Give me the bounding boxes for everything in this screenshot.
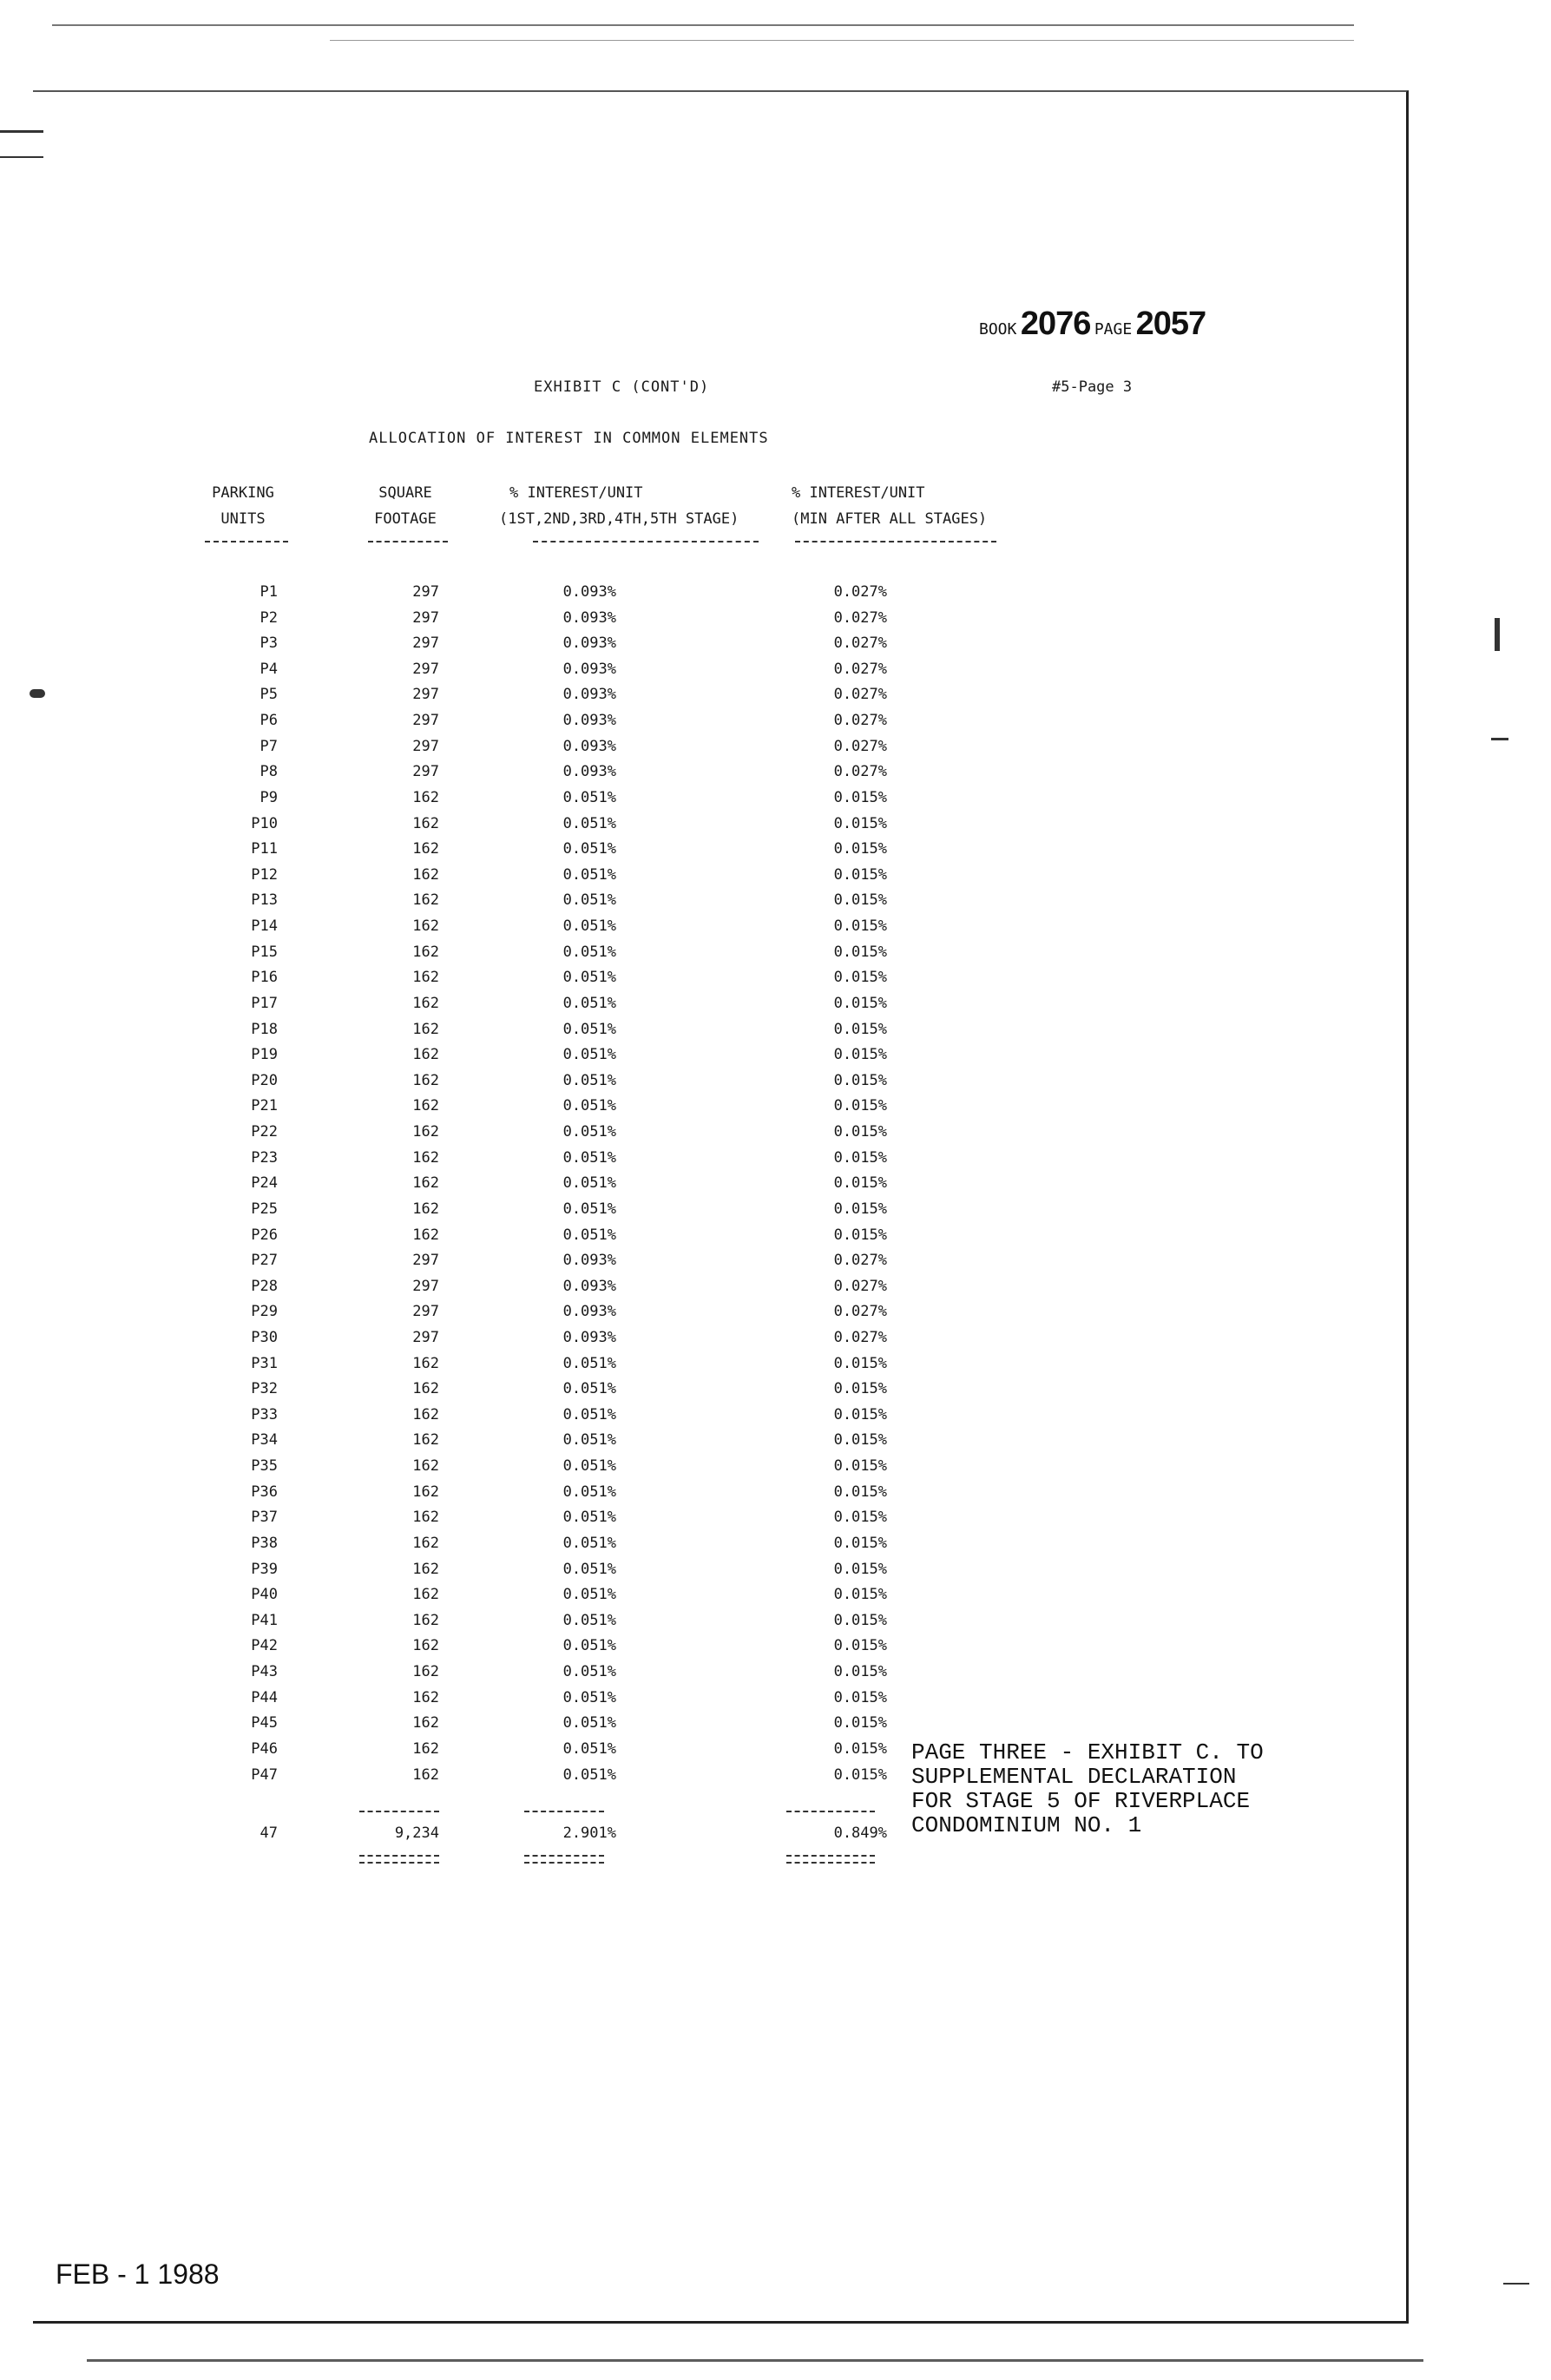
parking-unit: P13 <box>251 891 278 910</box>
square-footage: 162 <box>412 840 439 858</box>
table-row <box>0 1457 1551 1483</box>
parking-unit: P23 <box>251 1148 278 1167</box>
interest-stage: 0.051% <box>562 814 616 832</box>
interest-stage: 0.051% <box>562 1457 616 1476</box>
interest-min: 0.015% <box>833 994 887 1012</box>
square-footage: 162 <box>412 1123 439 1141</box>
table-row <box>0 866 1551 892</box>
interest-min: 0.027% <box>833 583 887 601</box>
square-footage: 297 <box>412 686 439 704</box>
table-row <box>0 738 1551 764</box>
interest-min: 0.015% <box>833 865 887 884</box>
interest-stage: 0.051% <box>562 1226 616 1244</box>
table-row <box>0 712 1551 738</box>
column-header-parking-units: PARKING UNITS <box>212 484 274 528</box>
scan-edge-line <box>52 24 1354 26</box>
square-footage: 162 <box>412 865 439 884</box>
square-footage: 162 <box>412 1483 439 1501</box>
table-row <box>0 1714 1551 1740</box>
parking-unit: P8 <box>260 763 278 781</box>
header-underline <box>205 541 288 542</box>
square-footage: 162 <box>412 943 439 961</box>
interest-stage: 0.051% <box>562 994 616 1012</box>
interest-min: 0.015% <box>833 1148 887 1167</box>
interest-stage: 0.051% <box>562 1431 616 1450</box>
table-row <box>0 1483 1551 1509</box>
square-footage: 162 <box>412 1714 439 1732</box>
interest-min: 0.015% <box>833 1586 887 1604</box>
parking-unit: P9 <box>260 788 278 806</box>
table-row <box>0 1689 1551 1715</box>
interest-min: 0.015% <box>833 1046 887 1064</box>
total-rule <box>786 1811 875 1812</box>
parking-unit: P4 <box>260 660 278 678</box>
parking-unit: P15 <box>251 943 278 961</box>
interest-min: 0.015% <box>833 1123 887 1141</box>
interest-stage: 0.051% <box>562 1483 616 1501</box>
parking-unit: P47 <box>251 1765 278 1784</box>
parking-unit: P7 <box>260 737 278 755</box>
interest-min: 0.027% <box>833 1277 887 1295</box>
table-row <box>0 789 1551 815</box>
parking-unit: P30 <box>251 1328 278 1346</box>
interest-stage: 0.051% <box>562 1637 616 1655</box>
interest-min: 0.015% <box>833 917 887 936</box>
interest-stage: 0.093% <box>562 712 616 730</box>
interest-stage: 0.051% <box>562 840 616 858</box>
table-row <box>0 1226 1551 1252</box>
total-square-footage: 9,234 <box>394 1824 439 1842</box>
square-footage: 297 <box>412 1252 439 1270</box>
side-note: PAGE THREE - EXHIBIT C. TO SUPPLEMENTAL DECLARATION FOR STAGE 5 OF RIVERPLACE CONDOMINIUM NO. 1 <box>911 1739 1264 1838</box>
interest-stage: 0.051% <box>562 891 616 910</box>
parking-unit: P46 <box>251 1739 278 1758</box>
page-label: PAGE <box>1094 320 1133 339</box>
square-footage: 162 <box>412 891 439 910</box>
table-row <box>0 1097 1551 1123</box>
interest-stage: 0.051% <box>562 1739 616 1758</box>
scan-mark <box>1495 618 1500 651</box>
interest-min: 0.027% <box>833 1303 887 1321</box>
interest-stage: 0.051% <box>562 1560 616 1578</box>
header-underline <box>368 541 448 542</box>
book-label: BOOK <box>979 320 1017 339</box>
total-rule <box>359 1811 439 1812</box>
interest-min: 0.015% <box>833 1534 887 1552</box>
interest-min: 0.027% <box>833 1252 887 1270</box>
interest-min: 0.015% <box>833 814 887 832</box>
scan-mark <box>87 2359 1423 2362</box>
interest-min: 0.027% <box>833 1328 887 1346</box>
table-row <box>0 1561 1551 1587</box>
square-footage: 162 <box>412 1046 439 1064</box>
interest-stage: 0.093% <box>562 583 616 601</box>
interest-stage: 0.093% <box>562 1252 616 1270</box>
table-row <box>0 1149 1551 1175</box>
parking-unit: P31 <box>251 1354 278 1372</box>
square-footage: 162 <box>412 1405 439 1423</box>
page-number: 2057 <box>1135 306 1206 342</box>
interest-min: 0.027% <box>833 634 887 653</box>
square-footage: 162 <box>412 1020 439 1038</box>
interest-stage: 0.051% <box>562 1405 616 1423</box>
table-row <box>0 1046 1551 1072</box>
table-row <box>0 1766 1551 1792</box>
table-row <box>0 1303 1551 1329</box>
interest-min: 0.015% <box>833 788 887 806</box>
parking-unit: P18 <box>251 1020 278 1038</box>
square-footage: 162 <box>412 1663 439 1681</box>
interest-min: 0.015% <box>833 1714 887 1732</box>
interest-min: 0.015% <box>833 1457 887 1476</box>
parking-unit: P5 <box>260 686 278 704</box>
square-footage: 162 <box>412 1431 439 1450</box>
interest-stage: 0.093% <box>562 686 616 704</box>
square-footage: 162 <box>412 1688 439 1706</box>
parking-unit: P41 <box>251 1611 278 1629</box>
interest-min: 0.015% <box>833 1663 887 1681</box>
scan-edge-line <box>330 40 1354 41</box>
interest-stage: 0.093% <box>562 660 616 678</box>
interest-min: 0.015% <box>833 1739 887 1758</box>
table-row <box>0 1535 1551 1561</box>
parking-unit: P3 <box>260 634 278 653</box>
interest-stage: 0.051% <box>562 1380 616 1398</box>
double-rule <box>524 1855 604 1864</box>
square-footage: 162 <box>412 788 439 806</box>
book-number: 2076 <box>1020 306 1091 342</box>
square-footage: 162 <box>412 1739 439 1758</box>
parking-unit: P40 <box>251 1586 278 1604</box>
interest-stage: 0.093% <box>562 1328 616 1346</box>
interest-min: 0.015% <box>833 1226 887 1244</box>
interest-min: 0.015% <box>833 969 887 987</box>
table-row <box>0 583 1551 609</box>
square-footage: 297 <box>412 634 439 653</box>
parking-unit: P27 <box>251 1252 278 1270</box>
table-row <box>0 609 1551 635</box>
interest-stage: 0.051% <box>562 1765 616 1784</box>
square-footage: 297 <box>412 608 439 627</box>
interest-stage: 0.051% <box>562 1097 616 1115</box>
parking-unit: P24 <box>251 1174 278 1193</box>
parking-unit: P16 <box>251 969 278 987</box>
interest-min: 0.027% <box>833 737 887 755</box>
table-row <box>0 1200 1551 1226</box>
scan-mark <box>1503 2283 1529 2285</box>
square-footage: 162 <box>412 1457 439 1476</box>
interest-stage: 0.051% <box>562 1071 616 1089</box>
parking-unit: P6 <box>260 712 278 730</box>
interest-stage: 0.051% <box>562 865 616 884</box>
interest-stage: 0.093% <box>562 608 616 627</box>
table-row <box>0 1123 1551 1149</box>
parking-unit: P19 <box>251 1046 278 1064</box>
square-footage: 297 <box>412 1328 439 1346</box>
table-row <box>0 1637 1551 1663</box>
interest-stage: 0.051% <box>562 943 616 961</box>
interest-min: 0.027% <box>833 608 887 627</box>
interest-min: 0.015% <box>833 1560 887 1578</box>
scan-mark <box>0 130 43 133</box>
interest-min: 0.015% <box>833 1200 887 1218</box>
interest-stage: 0.093% <box>562 1303 616 1321</box>
double-rule <box>359 1855 439 1864</box>
parking-unit: P17 <box>251 994 278 1012</box>
parking-unit: P42 <box>251 1637 278 1655</box>
table-row <box>0 1329 1551 1355</box>
total-rule <box>524 1811 604 1812</box>
interest-stage: 0.051% <box>562 917 616 936</box>
square-footage: 162 <box>412 1226 439 1244</box>
square-footage: 297 <box>412 1277 439 1295</box>
interest-min: 0.015% <box>833 1483 887 1501</box>
parking-unit: P21 <box>251 1097 278 1115</box>
square-footage: 162 <box>412 1071 439 1089</box>
table-row <box>0 891 1551 917</box>
total-units: 47 <box>260 1824 278 1842</box>
interest-min: 0.015% <box>833 1509 887 1527</box>
interest-min: 0.015% <box>833 891 887 910</box>
interest-min: 0.015% <box>833 1380 887 1398</box>
table-row <box>0 1431 1551 1457</box>
interest-min: 0.015% <box>833 1020 887 1038</box>
table-row <box>0 917 1551 943</box>
square-footage: 162 <box>412 1097 439 1115</box>
parking-unit: P32 <box>251 1380 278 1398</box>
square-footage: 162 <box>412 917 439 936</box>
scan-mark <box>30 689 45 698</box>
square-footage: 162 <box>412 1765 439 1784</box>
table-row <box>0 1278 1551 1304</box>
square-footage: 162 <box>412 1509 439 1527</box>
interest-min: 0.015% <box>833 1688 887 1706</box>
interest-min: 0.015% <box>833 943 887 961</box>
square-footage: 162 <box>412 814 439 832</box>
square-footage: 297 <box>412 583 439 601</box>
interest-min: 0.027% <box>833 763 887 781</box>
parking-unit: P38 <box>251 1534 278 1552</box>
interest-stage: 0.051% <box>562 1509 616 1527</box>
parking-unit: P35 <box>251 1457 278 1476</box>
square-footage: 162 <box>412 1560 439 1578</box>
allocation-title: ALLOCATION OF INTEREST IN COMMON ELEMENTS <box>369 430 769 447</box>
interest-stage: 0.051% <box>562 1046 616 1064</box>
parking-unit: P1 <box>260 583 278 601</box>
table-row <box>0 840 1551 866</box>
interest-stage: 0.051% <box>562 1148 616 1167</box>
table-row <box>0 969 1551 995</box>
interest-stage: 0.051% <box>562 1020 616 1038</box>
parking-unit: P11 <box>251 840 278 858</box>
interest-min: 0.015% <box>833 1637 887 1655</box>
column-header-interest-min: % INTEREST/UNIT (MIN AFTER ALL STAGES) <box>792 484 988 528</box>
table-row <box>0 1406 1551 1432</box>
table-row <box>0 1174 1551 1200</box>
parking-unit: P22 <box>251 1123 278 1141</box>
interest-stage: 0.051% <box>562 1714 616 1732</box>
parking-unit: P43 <box>251 1663 278 1681</box>
square-footage: 162 <box>412 1534 439 1552</box>
interest-stage: 0.051% <box>562 1534 616 1552</box>
interest-min: 0.027% <box>833 712 887 730</box>
interest-min: 0.015% <box>833 1354 887 1372</box>
interest-min: 0.015% <box>833 1174 887 1193</box>
square-footage: 162 <box>412 1200 439 1218</box>
table-row <box>0 1021 1551 1047</box>
interest-stage: 0.051% <box>562 969 616 987</box>
header-underline <box>795 541 996 542</box>
parking-unit: P10 <box>251 814 278 832</box>
table-row <box>0 1740 1551 1766</box>
square-footage: 162 <box>412 1586 439 1604</box>
parking-unit: P39 <box>251 1560 278 1578</box>
square-footage: 297 <box>412 763 439 781</box>
book-page-stamp <box>979 306 1206 343</box>
interest-stage: 0.051% <box>562 788 616 806</box>
parking-unit: P33 <box>251 1405 278 1423</box>
interest-stage: 0.093% <box>562 634 616 653</box>
parking-unit: P34 <box>251 1431 278 1450</box>
interest-stage: 0.051% <box>562 1200 616 1218</box>
table-row <box>0 634 1551 661</box>
interest-min: 0.027% <box>833 660 887 678</box>
parking-unit: P29 <box>251 1303 278 1321</box>
square-footage: 162 <box>412 994 439 1012</box>
parking-unit: P14 <box>251 917 278 936</box>
square-footage: 162 <box>412 1174 439 1193</box>
parking-unit: P26 <box>251 1226 278 1244</box>
parking-unit: P28 <box>251 1277 278 1295</box>
column-header-interest-stage: % INTEREST/UNIT (1ST,2ND,3RD,4TH,5TH STAGE) <box>499 484 739 528</box>
square-footage: 297 <box>412 737 439 755</box>
square-footage: 162 <box>412 1637 439 1655</box>
parking-unit: P2 <box>260 608 278 627</box>
square-footage: 162 <box>412 1354 439 1372</box>
square-footage: 162 <box>412 1148 439 1167</box>
scan-mark <box>1491 738 1508 740</box>
table-row <box>0 763 1551 789</box>
interest-min: 0.015% <box>833 1071 887 1089</box>
interest-stage: 0.051% <box>562 1586 616 1604</box>
square-footage: 297 <box>412 712 439 730</box>
interest-min: 0.015% <box>833 1097 887 1115</box>
table-row <box>0 815 1551 841</box>
table-row <box>0 686 1551 712</box>
interest-stage: 0.051% <box>562 1354 616 1372</box>
date-stamp: FEB - 1 1988 <box>56 2258 220 2290</box>
parking-unit: P12 <box>251 865 278 884</box>
interest-min: 0.015% <box>833 1431 887 1450</box>
interest-stage: 0.051% <box>562 1123 616 1141</box>
parking-unit: P37 <box>251 1509 278 1527</box>
table-row <box>0 943 1551 970</box>
interest-min: 0.015% <box>833 1765 887 1784</box>
parking-unit: P20 <box>251 1071 278 1089</box>
table-row <box>0 1380 1551 1406</box>
square-footage: 162 <box>412 969 439 987</box>
table-row <box>0 1355 1551 1381</box>
parking-unit: P44 <box>251 1688 278 1706</box>
interest-min: 0.015% <box>833 840 887 858</box>
table-row <box>0 1612 1551 1638</box>
header-underline <box>533 541 759 542</box>
parking-unit: P45 <box>251 1714 278 1732</box>
table-row <box>0 661 1551 687</box>
double-rule <box>786 1855 875 1864</box>
total-interest-stage: 2.901% <box>562 1824 616 1842</box>
table-row <box>0 1252 1551 1278</box>
interest-stage: 0.093% <box>562 737 616 755</box>
interest-min: 0.027% <box>833 686 887 704</box>
table-row <box>0 1586 1551 1612</box>
page-reference: #5-Page 3 <box>1052 378 1133 396</box>
table-row <box>0 1509 1551 1535</box>
exhibit-title: EXHIBIT C (CONT'D) <box>534 378 710 396</box>
total-interest-min: 0.849% <box>833 1824 887 1842</box>
square-footage: 162 <box>412 1611 439 1629</box>
interest-stage: 0.093% <box>562 763 616 781</box>
interest-stage: 0.051% <box>562 1663 616 1681</box>
interest-stage: 0.051% <box>562 1611 616 1629</box>
square-footage: 297 <box>412 660 439 678</box>
parking-unit: P36 <box>251 1483 278 1501</box>
interest-min: 0.015% <box>833 1611 887 1629</box>
square-footage: 162 <box>412 1380 439 1398</box>
column-header-square-footage: SQUARE FOOTAGE <box>374 484 437 528</box>
square-footage: 297 <box>412 1303 439 1321</box>
interest-stage: 0.051% <box>562 1688 616 1706</box>
table-row <box>0 1072 1551 1098</box>
interest-stage: 0.051% <box>562 1174 616 1193</box>
scan-mark <box>0 156 43 158</box>
table-row <box>0 995 1551 1021</box>
table-row <box>0 1663 1551 1689</box>
interest-min: 0.015% <box>833 1405 887 1423</box>
parking-unit: P25 <box>251 1200 278 1218</box>
totals-row <box>0 1824 1551 1851</box>
interest-stage: 0.093% <box>562 1277 616 1295</box>
